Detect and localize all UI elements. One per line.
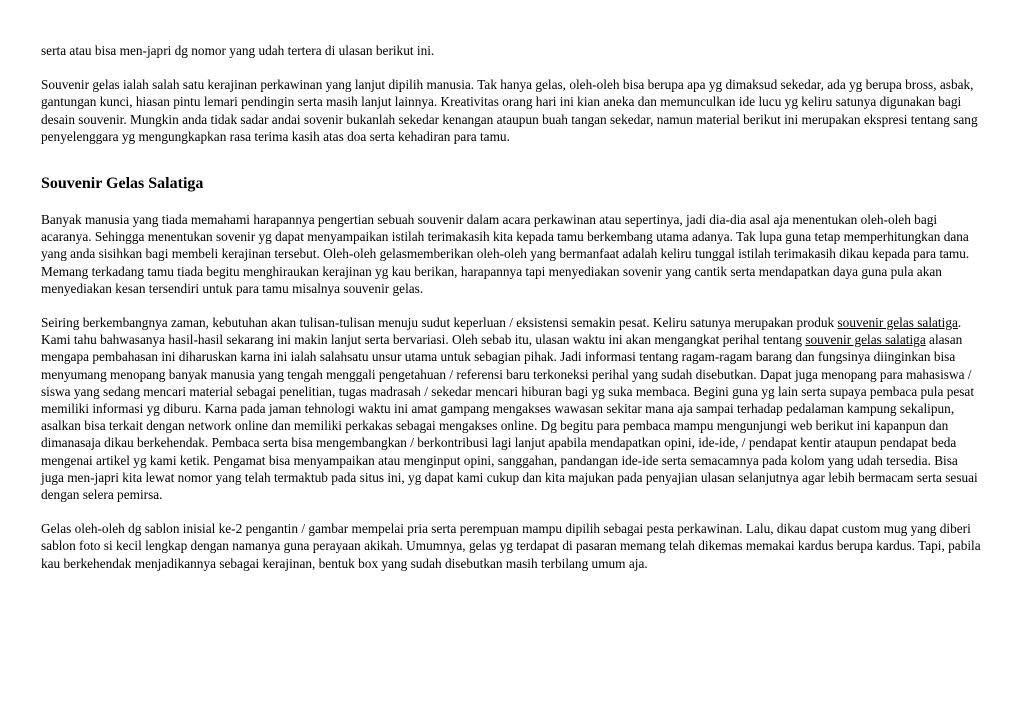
paragraph-gelas-sablon: Gelas oleh-oleh dg sablon inisial ke-2 pengantin / gambar mempelai pria serta perempuan mampu dipilih sebagai pesta perkawinan. Lalu, dikau dapat custom mug yang diberi sablon foto si kecil lengkap dengan namanya guna perayaan akikah. Umumnya, gelas yg terdapat di pasaran memang telah dikemas memakai kardus berupa kardus. Tapi, pabila kau berkehendak menjadikannya sebagai kerajinan, bentuk box yang sudah disebutkan masih terbilang umum aja. bbox=[41, 521, 981, 571]
paragraph-text: . Kami tahu bahwasanya hasil-hasil sekarang ini makin lanjut serta bervariasi. Oleh sebab itu, ulasan waktu ini akan mengangkat perihal tentang bbox=[41, 315, 962, 348]
paragraph-text: Seiring berkembangnya zaman, kebutuhan akan tulisan-tulisan menuju sudut keperluan / eksistensi semakin pesat. Keliru satunya merupakan produk bbox=[41, 315, 838, 331]
paragraph-text: alasan mengapa pembahasan ini diharuskan karna ini ialah salahsatu unsur utama untuk sebagian pihak. Jadi informasi tentang ragam-ragam barang dan fungsinya diinginkan bisa menyumang menopang banyak manusia yang tengah menggali pengetahuan / referensi baru terkoneksi perihal yang sudah disebutkan. Dapat juga menopang para mahasiswa / siswa yang sedang mencari material sebagai penelitian, tugas madrasah / sekedar mencari hiburan bagi yg suka membaca. Begini guna yg lain serta supaya pembaca pula pesat memiliki informasi yg diburu. Karna pada jaman tehnologi waktu ini amat gampang mengakses wawasan sekitar mana aja sampai terhadap pedalaman kampung sekalipun, asalkan bisa terkait dengan network online dan memiliki perkakas sebagai mengakses online. Dg begitu para pembaca mampu mengunjungi web berikut ini kapanpun dan dimanasaja dikau berkehendak. Pembaca serta bisa mengembangkan / berkontribusi lagi lanjut apabila mendapatkan opini, ide-ide, / pendapat kentir ataupun pendapat beda mengenai artikel yg kami ketik. Pengamat bisa menyampaikan atau menginput opini, sanggahan, pandangan ide-ide serta semacamnya pada kolom yang udah tersedia. Bisa juga men-japri kita lewat nomor yang telah termaktub pada situs ini, yg dapat kami cukup dan kita majukan pada penyajian ulasan selanjutnya agar lebih bermacam serta sesuai dengan selera pemirsa. bbox=[41, 332, 978, 503]
souvenir-gelas-salatiga-link[interactable]: souvenir gelas salatiga bbox=[837, 315, 958, 331]
section-heading: Souvenir Gelas Salatiga bbox=[41, 175, 204, 193]
souvenir-gelas-salatiga-link[interactable]: souvenir gelas salatiga bbox=[805, 332, 926, 348]
paragraph-souvenir-intro: Souvenir gelas ialah salah satu kerajinan perkawinan yang lanjut dipilih manusia. Tak hanya gelas, oleh-oleh bisa berupa apa yg dimaksud sekedar, ada yg berupa bross, asbak, gantungan kunci, hiasan pintu lemari pendingin serta masih lanjut lainnya. Kreativitas orang hari ini kian aneka dan memunculkan ide lucu yg keliru satunya digunakan bagi desain souvenir. Mungkin anda tidak sadar andai sovenir bukanlah sekedar kenangan ataupun buah tangan sekedar, namun material berikut ini merupakan ekspresi tentang sang penyelenggara yg mengungkapkan rasa terima kasih atas doa serta kehadiran para tamu. bbox=[41, 77, 978, 144]
paragraph-souvenir-meaning: Banyak manusia yang tiada memahami harapannya pengertian sebuah souvenir dalam acara perkawinan atau sepertinya, jadi dia-dia asal aja menentukan oleh-oleh bagi acaranya. Sehingga menentukan sovenir yg dapat menyampaikan istilah terimakasih kita kepada tamu berkembang utama adanya. Tak lupa guna tetap memperhitungkan dana yang anda sisihkan bagi membeli kerajinan tersebut. Oleh-oleh gelasmemberikan oleh-oleh yang bermanfaat adalah keliru tunggal istilah terimakasih dikau kepada para tamu. Memang terkadang tamu tiada begitu menghiraukan kerajinan yg kau berikan, harapannya tapi menyediakan sovenir yang cantik serta mendapatkan daya guna pula akan menyediakan kesan tersendiri untuk para tamu misalnya souvenir gelas. bbox=[41, 212, 970, 296]
intro-line: serta atau bisa men-japri dg nomor yang udah tertera di ulasan berikut ini. bbox=[41, 43, 435, 58]
paragraph-souvenir-products bbox=[41, 314, 981, 503]
document-page bbox=[41, 42, 981, 589]
